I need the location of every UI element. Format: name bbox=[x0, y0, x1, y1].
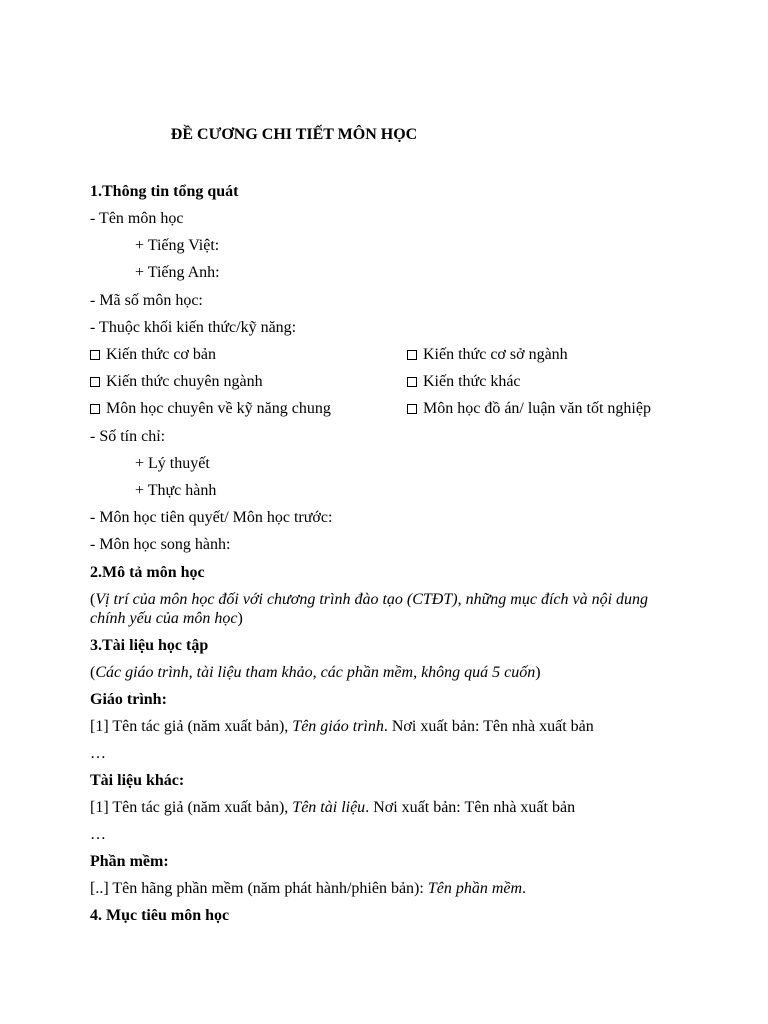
software-reference: [..] Tên hãng phần mềm (năm phát hành/phiên bản): Tên phần mềm. bbox=[90, 880, 527, 897]
checkbox-item[interactable]: Môn học chuyên về kỹ năng chung bbox=[90, 399, 331, 419]
english-name-label: + Tiếng Anh: bbox=[135, 264, 220, 281]
vietnamese-name-label: + Tiếng Việt: bbox=[135, 237, 220, 254]
knowledge-block-label: - Thuộc khối kiến thức/kỹ năng: bbox=[90, 319, 297, 336]
checkbox-item[interactable]: Kiến thức cơ bản bbox=[90, 345, 216, 365]
practice-credits-label: + Thực hành bbox=[135, 482, 217, 499]
theory-credits-label: + Lý thuyết bbox=[135, 455, 210, 472]
section-4-heading: 4. Mục tiêu môn học bbox=[90, 907, 230, 924]
section-1-heading: 1.Thông tin tổng quát bbox=[90, 183, 239, 200]
checkbox-icon[interactable] bbox=[90, 377, 100, 387]
checkbox-icon[interactable] bbox=[90, 350, 100, 360]
section-2-heading: 2.Mô tả môn học bbox=[90, 564, 205, 581]
software-heading: Phần mềm: bbox=[90, 853, 169, 870]
document-title: ĐỀ CƯƠNG CHI TIẾT MÔN HỌC bbox=[170, 126, 418, 143]
checkbox-icon[interactable] bbox=[407, 404, 417, 414]
checkbox-icon[interactable] bbox=[407, 350, 417, 360]
textbook-ellipsis: … bbox=[90, 745, 106, 762]
checkbox-item[interactable]: Kiến thức chuyên ngành bbox=[90, 372, 263, 392]
checkbox-item[interactable]: Kiến thức khác bbox=[407, 372, 521, 392]
textbook-reference: [1] Tên tác giả (năm xuất bản), Tên giáo trình. Nơi xuất bản: Tên nhà xuất bản bbox=[90, 718, 594, 735]
other-materials-heading: Tài liệu khác: bbox=[90, 772, 185, 789]
textbook-heading: Giáo trình: bbox=[90, 691, 167, 708]
course-name-label: - Tên môn học bbox=[90, 210, 184, 227]
checkbox-icon[interactable] bbox=[90, 404, 100, 414]
section-3-heading: 3.Tài liệu học tập bbox=[90, 637, 209, 654]
corequisite-label: - Môn học song hành: bbox=[90, 536, 231, 553]
section-3-note: (Các giáo trình, tài liệu tham khảo, các phần mềm, không quá 5 cuốn) bbox=[90, 664, 541, 681]
checkbox-item[interactable]: Môn học đồ án/ luận văn tốt nghiệp bbox=[407, 399, 651, 419]
other-materials-reference: [1] Tên tác giả (năm xuất bản), Tên tài liệu. Nơi xuất bản: Tên nhà xuất bản bbox=[90, 799, 576, 816]
other-materials-ellipsis: … bbox=[90, 826, 106, 843]
prerequisite-label: - Môn học tiên quyết/ Môn học trước: bbox=[90, 509, 333, 526]
section-2-note: (Vị trí của môn học đối với chương trình đào tạo (CTĐT), những mục đích và nội dung chính yếu của môn học) bbox=[90, 591, 649, 627]
credits-label: - Số tín chỉ: bbox=[90, 428, 166, 445]
checkbox-icon[interactable] bbox=[407, 377, 417, 387]
checkbox-item[interactable]: Kiến thức cơ sở ngành bbox=[407, 345, 568, 365]
course-code-label: - Mã số môn học: bbox=[90, 292, 203, 309]
